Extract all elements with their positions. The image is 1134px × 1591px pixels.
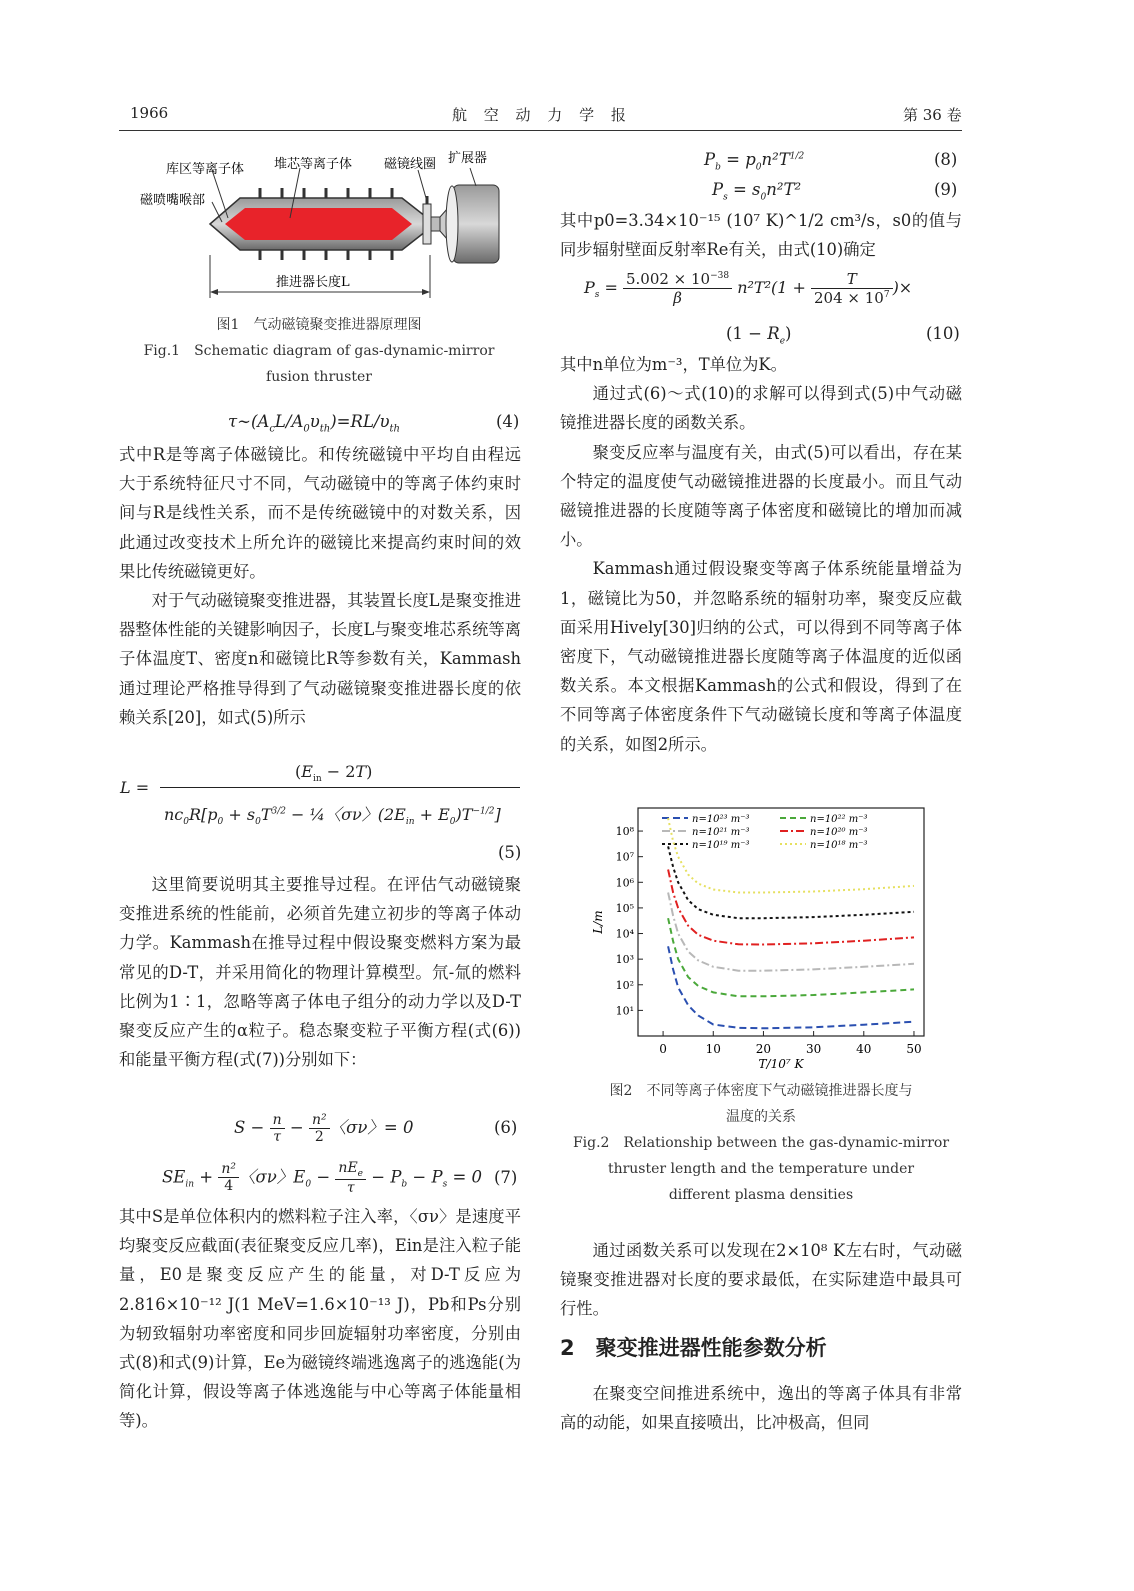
equation-9: $P_s = s_0n^2T^2$ <box>712 180 802 203</box>
right-paragraph-7: 在聚变空间推进系统中，逸出的等离子体具有非常高的动能，如果直接喷出，比冲极高，但同 <box>560 1384 962 1433</box>
right-text-block-3 <box>560 1236 962 1324</box>
legend-label-4: n=10¹⁹ m⁻³ <box>692 840 750 851</box>
figure2-caption-cn-2: 温度的关系 <box>726 1109 796 1125</box>
plot-frame <box>638 808 924 1036</box>
y-tick-label: 10⁸ <box>615 825 634 839</box>
series-line-4 <box>668 846 914 918</box>
label-expander: 扩展器 <box>448 151 488 166</box>
legend-label-2: n=10²¹ m⁻³ <box>692 827 750 838</box>
series-line-3 <box>668 870 914 945</box>
header-rule <box>119 130 962 131</box>
label-reservoir-plasma: 库区等离子体 <box>166 162 245 177</box>
right-text-block-2 <box>560 350 962 759</box>
y-tick-label: 10⁴ <box>615 927 634 941</box>
equation-10-cont: $(1 - R_e)$ <box>726 324 792 347</box>
x-tick-label: 40 <box>856 1042 872 1056</box>
left-text-block-1 <box>119 440 521 732</box>
x-tick-label: 30 <box>805 1042 822 1056</box>
equation-8-number: (8) <box>934 150 958 169</box>
right-paragraph-3: 通过式(6)～式(10)的求解可以得到式(5)中气动磁镜推进器长度的函数关系。 <box>560 384 962 433</box>
right-text-block-1 <box>560 206 962 264</box>
figure2-caption-cn-1: 图2 不同等离子体密度下气动磁镜推进器长度与 <box>609 1083 913 1099</box>
x-tick-label: 10 <box>705 1042 721 1056</box>
figure1-diagram <box>130 140 510 315</box>
x-tick-label: 20 <box>755 1042 772 1056</box>
equation-7-number: (7) <box>494 1168 518 1187</box>
volume-label: 第 36 卷 <box>903 106 962 124</box>
y-tick-label: 10⁵ <box>615 901 634 915</box>
equation-6: S − $\frac{n}{\tau}$ − $\frac{\text{n²}}{2}$ 〈σν〉= 0 <box>234 1112 414 1145</box>
y-tick-label: 10¹ <box>615 1004 634 1018</box>
legend-label-5: n=10¹⁸ m⁻³ <box>810 840 868 851</box>
y-tick-label: 10² <box>615 978 634 992</box>
right-paragraph-6: 通过函数关系可以发现在2×10⁸ K左右时，气动磁镜聚变推进器对长度的要求最低，在实际建造中最具可行性。 <box>560 1241 962 1319</box>
section-2-heading: 2 聚变推进器性能参数分析 <box>560 1336 827 1360</box>
right-paragraph-5: Kammash通过假设聚变等离子体系统能量增益为1，磁镜比为50，并忽略系统的辐射功率，聚变反应截面采用Hively[30]归纳的公式，可以得到不同等离子体密度下，气动磁镜推进器长度随等离子体温度的近似函数关系。本文根据Kammash的公式和假设，得到了在不同等离子体密度条件下气动磁镜长度和等离子体温度的关系，如图2所示。 <box>560 559 962 754</box>
equation-10: $P_s$ = $\frac{5.002 \times 10^{-38}}{\beta}$ n²T²(1 + $\frac{T}{204 \times 10^7}$ )× <box>584 270 913 307</box>
figure1-caption-cn: 图1 气动磁镜聚变推进器原理图 <box>216 317 422 333</box>
legend-label-3: n=10²⁰ m⁻³ <box>810 827 868 838</box>
right-paragraph-1: 其中p0=3.34×10⁻¹⁵ (10⁷ K)^1/2 cm³/s，s0的值与同步辐射壁面反射率Re有关，由式(10)确定 <box>560 211 962 260</box>
label-core-plasma: 堆芯等离子体 <box>274 157 353 172</box>
x-axis-label: T/10⁷ K <box>758 1057 804 1071</box>
x-tick-label: 50 <box>906 1042 922 1056</box>
left-paragraph-3: 这里简要说明其主要推导过程。在评估气动磁镜聚变推进系统的性能前，必须首先建立初步的等离子体动力学。Kammash在推导过程中假设聚变燃料方案为最常见的D-T，并采用简化的物理计算模型。氘-氚的燃料比例为1∶1，忽略等离子体电子组分的动力学以及D-T聚变反应产生的α粒子。稳态聚变粒子平衡方程(式(6))和能量平衡方程(式(7))分别如下： <box>119 875 521 1070</box>
left-text-block-3 <box>119 1202 521 1436</box>
left-paragraph-1: 式中R是等离子体磁镜比。和传统磁镜中平均自由程远大于系统特征尺寸不同，气动磁镜中的等离子体约束时间与R是线性关系，而不是传统磁镜中的对数关系，因此通过改变技术上所允许的磁镜比来提高约束时间的效果比传统磁镜更好。 <box>119 445 521 581</box>
right-paragraph-4: 聚变反应率与温度有关，由式(5)可以看出，存在某个特定的温度使气动磁镜推进器的长度最小。而且气动磁镜推进器的长度随等离子体密度和磁镜比的增加而减小。 <box>560 442 962 550</box>
label-thruster-length: 推进器长度L <box>276 275 350 290</box>
label-nozzle-throat: 磁喷嘴喉部 <box>140 193 206 208</box>
y-tick-label: 10³ <box>615 953 634 967</box>
figure2-caption-en-3: different plasma densities <box>668 1187 854 1203</box>
left-text-block-2 <box>119 870 521 1074</box>
series-line-2 <box>668 893 914 971</box>
y-axis-label: L/m <box>591 910 605 934</box>
series-line-0 <box>668 946 914 1028</box>
equation-4: $\tau\sim(A_cL/A_0\upsilon_{th})=RL/\upsilon_{th}$ <box>228 412 400 435</box>
left-paragraph-4: 其中S是单位体积内的燃料粒子注入率，〈σν〉是速度平均聚变反应截面(表征聚变反应几率)，Ein是注入粒子能量，E0是聚变反应产生的能量，对D-T反应为2.816×10⁻¹² J(1 MeV=1.6×10⁻¹³ J)，Pb和Ps分别为轫致辐射功率密度和同步回旋辐射功率密度，分别由式(8)和式(9)计算，Ee为磁镜终端逃逸离子的逃逸能(为简化计算，假设等离子体逃逸能与中心等离子体能量相等)。 <box>119 1207 521 1431</box>
page-number: 1966 <box>130 104 169 122</box>
equation-6-number: (6) <box>494 1118 518 1137</box>
figure1-caption-en-1: Fig.1 Schematic diagram of gas-dynamic-mirror <box>143 343 495 359</box>
equation-10-number: (10) <box>926 324 960 343</box>
equation-7: $SE_{in}$ + $\frac{\text{n²}}{4}$ 〈σν〉$E_0$ − $\frac{nE_e}{\tau}$ − $P_b - P_s = 0$ <box>162 1160 483 1196</box>
legend-label-1: n=10²² m⁻³ <box>810 814 868 825</box>
x-tick-label: 0 <box>659 1042 667 1056</box>
figure2-caption-en-2: thruster length and the temperature under <box>607 1161 915 1177</box>
equation-4-number: (4) <box>496 412 520 431</box>
figure2-chart <box>580 800 940 1080</box>
left-paragraph-2: 对于气动磁镜聚变推进器，其装置长度L是聚变推进器整体性能的关键影响因子，长度L与聚变堆芯系统等离子体温度T、密度n和磁镜比R等参数有关，Kammash通过理论严格推导得到了气动磁镜聚变推进器长度的依赖关系[20]，如式(5)所示 <box>119 591 521 727</box>
y-tick-label: 10⁶ <box>615 876 634 890</box>
figure1-caption <box>119 312 519 390</box>
equation-8: $P_b = p_0n^2T^{1/2}$ <box>704 150 805 173</box>
journal-title: 航 空 动 力 学 报 <box>452 106 632 124</box>
equation-5-number: (5) <box>498 843 522 862</box>
right-text-block-4 <box>560 1379 962 1437</box>
figure1-caption-en-2: fusion thruster <box>266 369 372 385</box>
label-mirror-coil: 磁镜线圈 <box>384 157 437 172</box>
y-tick-label: 10⁷ <box>615 850 634 864</box>
right-paragraph-2: 其中n单位为m⁻³，T单位为K。 <box>560 355 787 374</box>
figure2-caption-en-1: Fig.2 Relationship between the gas-dynamic-mirror <box>572 1135 950 1151</box>
figure2-caption <box>560 1078 962 1208</box>
equation-9-number: (9) <box>934 180 958 199</box>
legend-label-0: n=10²³ m⁻³ <box>692 814 750 825</box>
series-line-1 <box>668 918 914 996</box>
